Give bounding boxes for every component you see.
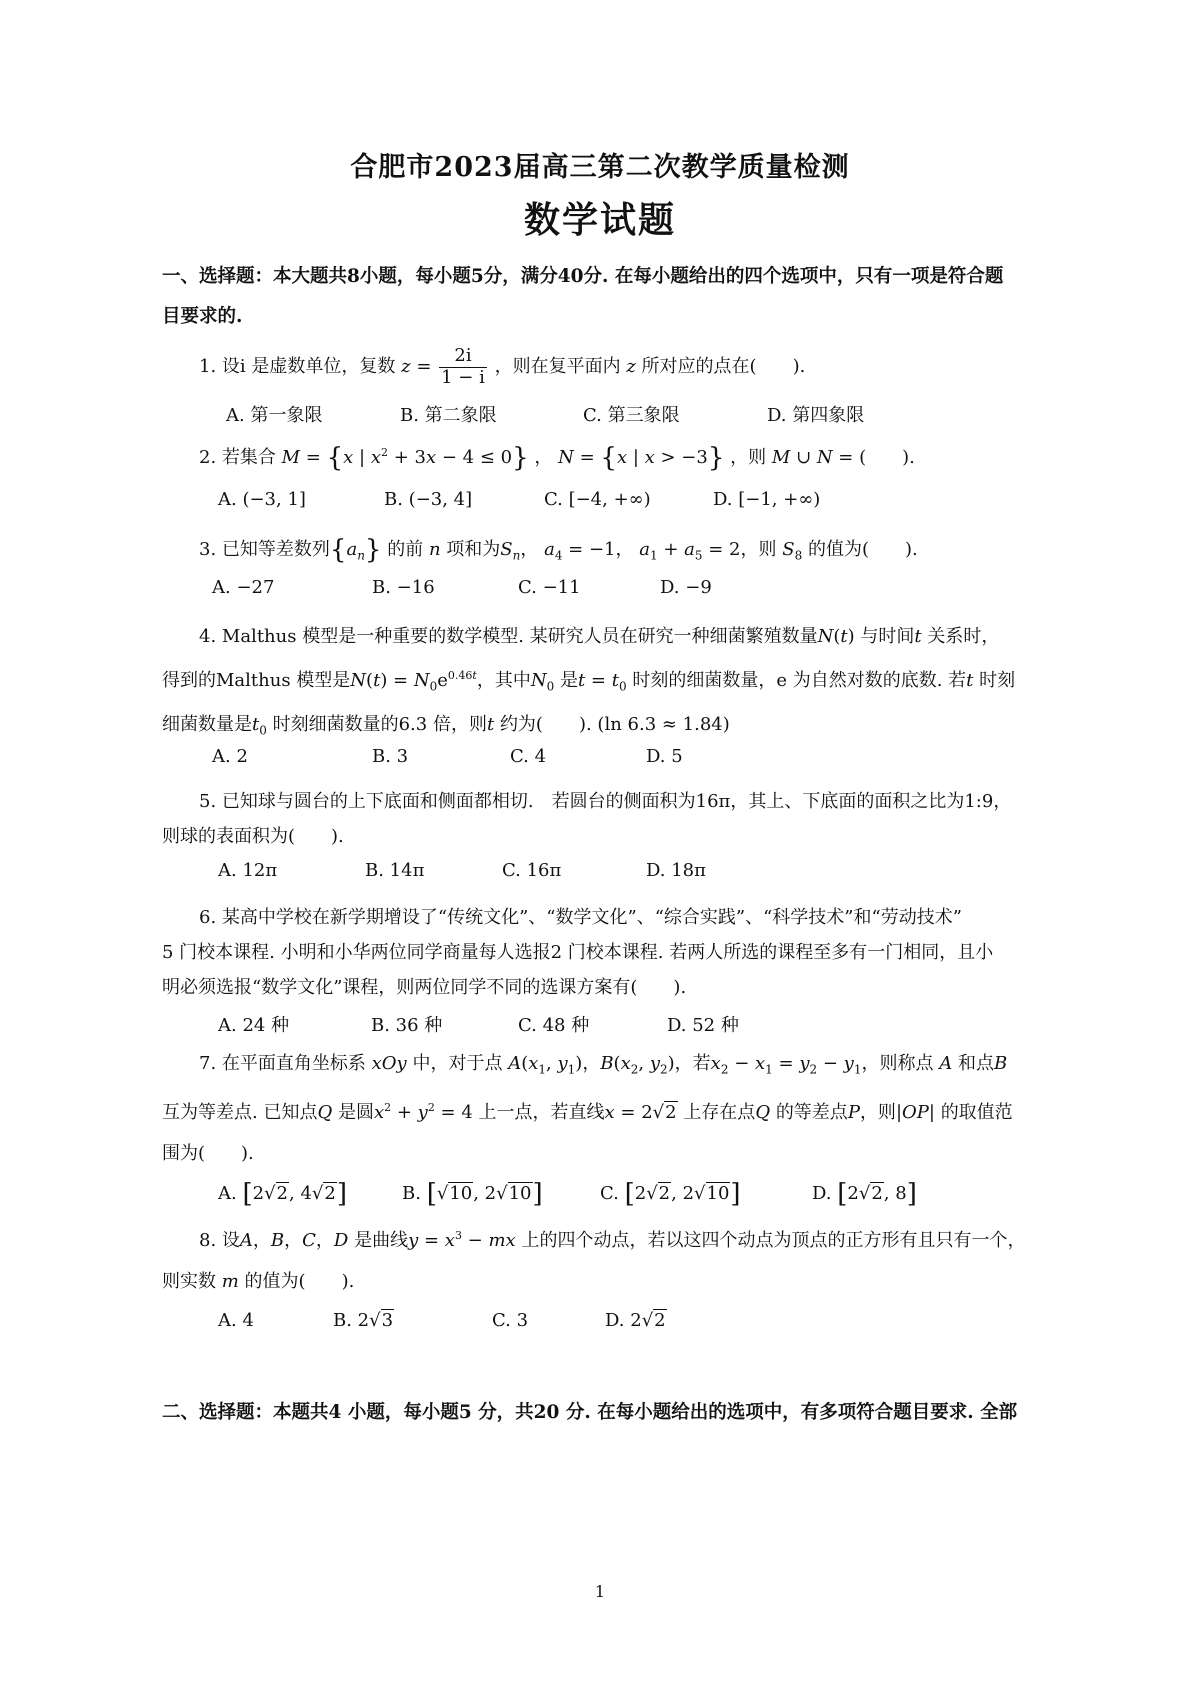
q8-option-b: B. 2√3 xyxy=(333,1310,394,1331)
question-3: 3. 已知等差数列$\{a_n\}$ 的前 n 项和为$S_n$， $a_4 = -1$， $a_1 + a_5 = 2$，则 $S_8$ 的值为( ). xyxy=(199,535,918,565)
q7-option-c: C. [2√2, 2√10] xyxy=(600,1179,741,1209)
question-2: 2. 若集合 M = {x | $x^2 + 3x - 4 \le 0$} ， N = {x | x > −3} ，则 M ∪ N = ( ). xyxy=(199,443,915,473)
q8-option-d: D. 2√2 xyxy=(605,1310,666,1331)
q1-option-b: B. 第二象限 xyxy=(400,405,497,426)
question-6-line-3: 明必须选报“数学文化”课程，则两位同学不同的选课方案有( ). xyxy=(162,977,687,998)
question-6-line-1: 6. 某高中学校在新学期增设了“传统文化”、“数学文化”、“综合实践”、“科学技术”和“劳动技术” xyxy=(199,907,962,928)
q5-option-b: B. 14π xyxy=(365,860,425,881)
question-8-line-2: 则实数 m 的值为( ). xyxy=(162,1271,355,1292)
exam-subtitle: 数学试题 xyxy=(523,199,676,241)
question-4-line-1: 4. Malthus 模型是一种重要的数学模型. 某研究人员在研究一种细菌繁殖数量N(t) 与时间t 关系时， xyxy=(199,626,1000,647)
q7-option-d: D. [2√2, 8] xyxy=(812,1179,917,1209)
q6-option-d: D. 52 种 xyxy=(667,1015,739,1036)
question-5-line-1: 5. 已知球与圆台的上下底面和侧面都相切. 若圆台的侧面积为16π，其上、下底面的面积之比为1:9， xyxy=(199,791,1012,812)
exam-title: 合肥市2023届高三第二次教学质量检测 xyxy=(350,152,850,183)
section2-heading: 二、选择题：本题共4 小题，每小题5 分，共20 分. 在每小题给出的选项中，有多项符合题目要求. 全部 xyxy=(162,1402,1018,1423)
q7-option-a: A. [2√2, 4√2] xyxy=(218,1179,347,1209)
q1-option-a: A. 第一象限 xyxy=(226,405,323,426)
question-4-line-2: 得到的Malthus 模型是$N(t) = N_0e^{0.46t}$，其中$N_0$ 是$t = t_0$ 时刻的细菌数量，e 为自然对数的底数. 若t 时刻 xyxy=(162,669,1016,694)
q3-option-b: B. −16 xyxy=(372,577,435,598)
q5-option-d: D. 18π xyxy=(646,860,706,881)
q3-option-d: D. −9 xyxy=(660,577,712,598)
fraction: $\frac{2i}{1 - i}$ xyxy=(441,345,485,388)
q3-option-c: C. −11 xyxy=(518,577,581,598)
q4-option-d: D. 5 xyxy=(646,746,683,767)
q1-option-c: C. 第三象限 xyxy=(583,405,680,426)
q4-option-b: B. 3 xyxy=(372,746,409,767)
question-7-line-3: 围为( ). xyxy=(162,1143,254,1164)
q5-option-a: A. 12π xyxy=(218,860,278,881)
question-5-line-2: 则球的表面积为( ). xyxy=(162,826,344,847)
question-8-line-1: 8. 设A，B，C，D 是曲线$y = x^3$ − mx 上的四个动点，若以这四个动点为顶点的正方形有且只有一个， xyxy=(199,1229,1026,1251)
q8-option-c: C. 3 xyxy=(492,1310,529,1331)
q2-option-c: C. [−4, +∞) xyxy=(544,489,651,510)
section1-heading: 一、选择题：本大题共8小题，每小题5分，满分40分. 在每小题给出的四个选项中，只有一项是符合题 xyxy=(162,266,1004,287)
question-7-line-2: 互为等差点. 已知点Q 是圆$x^2 + y^2 = 4$ 上一点，若直线x = 2√2 上存在点Q 的等差点P，则|OP| 的取值范 xyxy=(162,1101,1013,1123)
page-number: 1 xyxy=(594,1582,606,1601)
q6-option-b: B. 36 种 xyxy=(371,1015,443,1036)
q3-option-a: A. −27 xyxy=(212,577,275,598)
q4-option-a: A. 2 xyxy=(212,746,248,767)
q7-option-b: B. [√10, 2√10] xyxy=(402,1179,543,1209)
q2-option-d: D. [−1, +∞) xyxy=(713,489,821,510)
question-7-line-1: 7. 在平面直角坐标系 xOy 中，对于点 $A(x_1$, $y_1$)，$B(x_2$, $y_2$)，若$x_2 - x_1 = y_2 - y_1$，则称点 A 和点B xyxy=(199,1053,1008,1077)
section1-heading-cont: 目要求的. xyxy=(162,306,243,327)
q8-option-a: A. 4 xyxy=(218,1310,254,1331)
q2-option-a: A. (−3, 1] xyxy=(218,489,306,510)
q5-option-c: C. 16π xyxy=(502,860,562,881)
q2-option-b: B. (−3, 4] xyxy=(384,489,473,510)
question-6-line-2: 5 门校本课程. 小明和小华两位同学商量每人选报2 门校本课程. 若两人所选的课程至多有一门相同，且小 xyxy=(162,942,994,963)
q4-option-c: C. 4 xyxy=(510,746,547,767)
q6-option-c: C. 48 种 xyxy=(518,1015,590,1036)
question-4-line-3: 细菌数量是$t_0$ 时刻细菌数量的6.3 倍，则t 约为( ). (ln 6.3 ≈ 1.84) xyxy=(162,714,730,738)
q6-option-a: A. 24 种 xyxy=(218,1015,290,1036)
q1-option-d: D. 第四象限 xyxy=(767,405,865,426)
question-1: 1. 设i 是虚数单位，复数 z = $\frac{2i}{1 - i}$ ，则在复平面内 z 所对应的点在( ). xyxy=(199,345,806,388)
